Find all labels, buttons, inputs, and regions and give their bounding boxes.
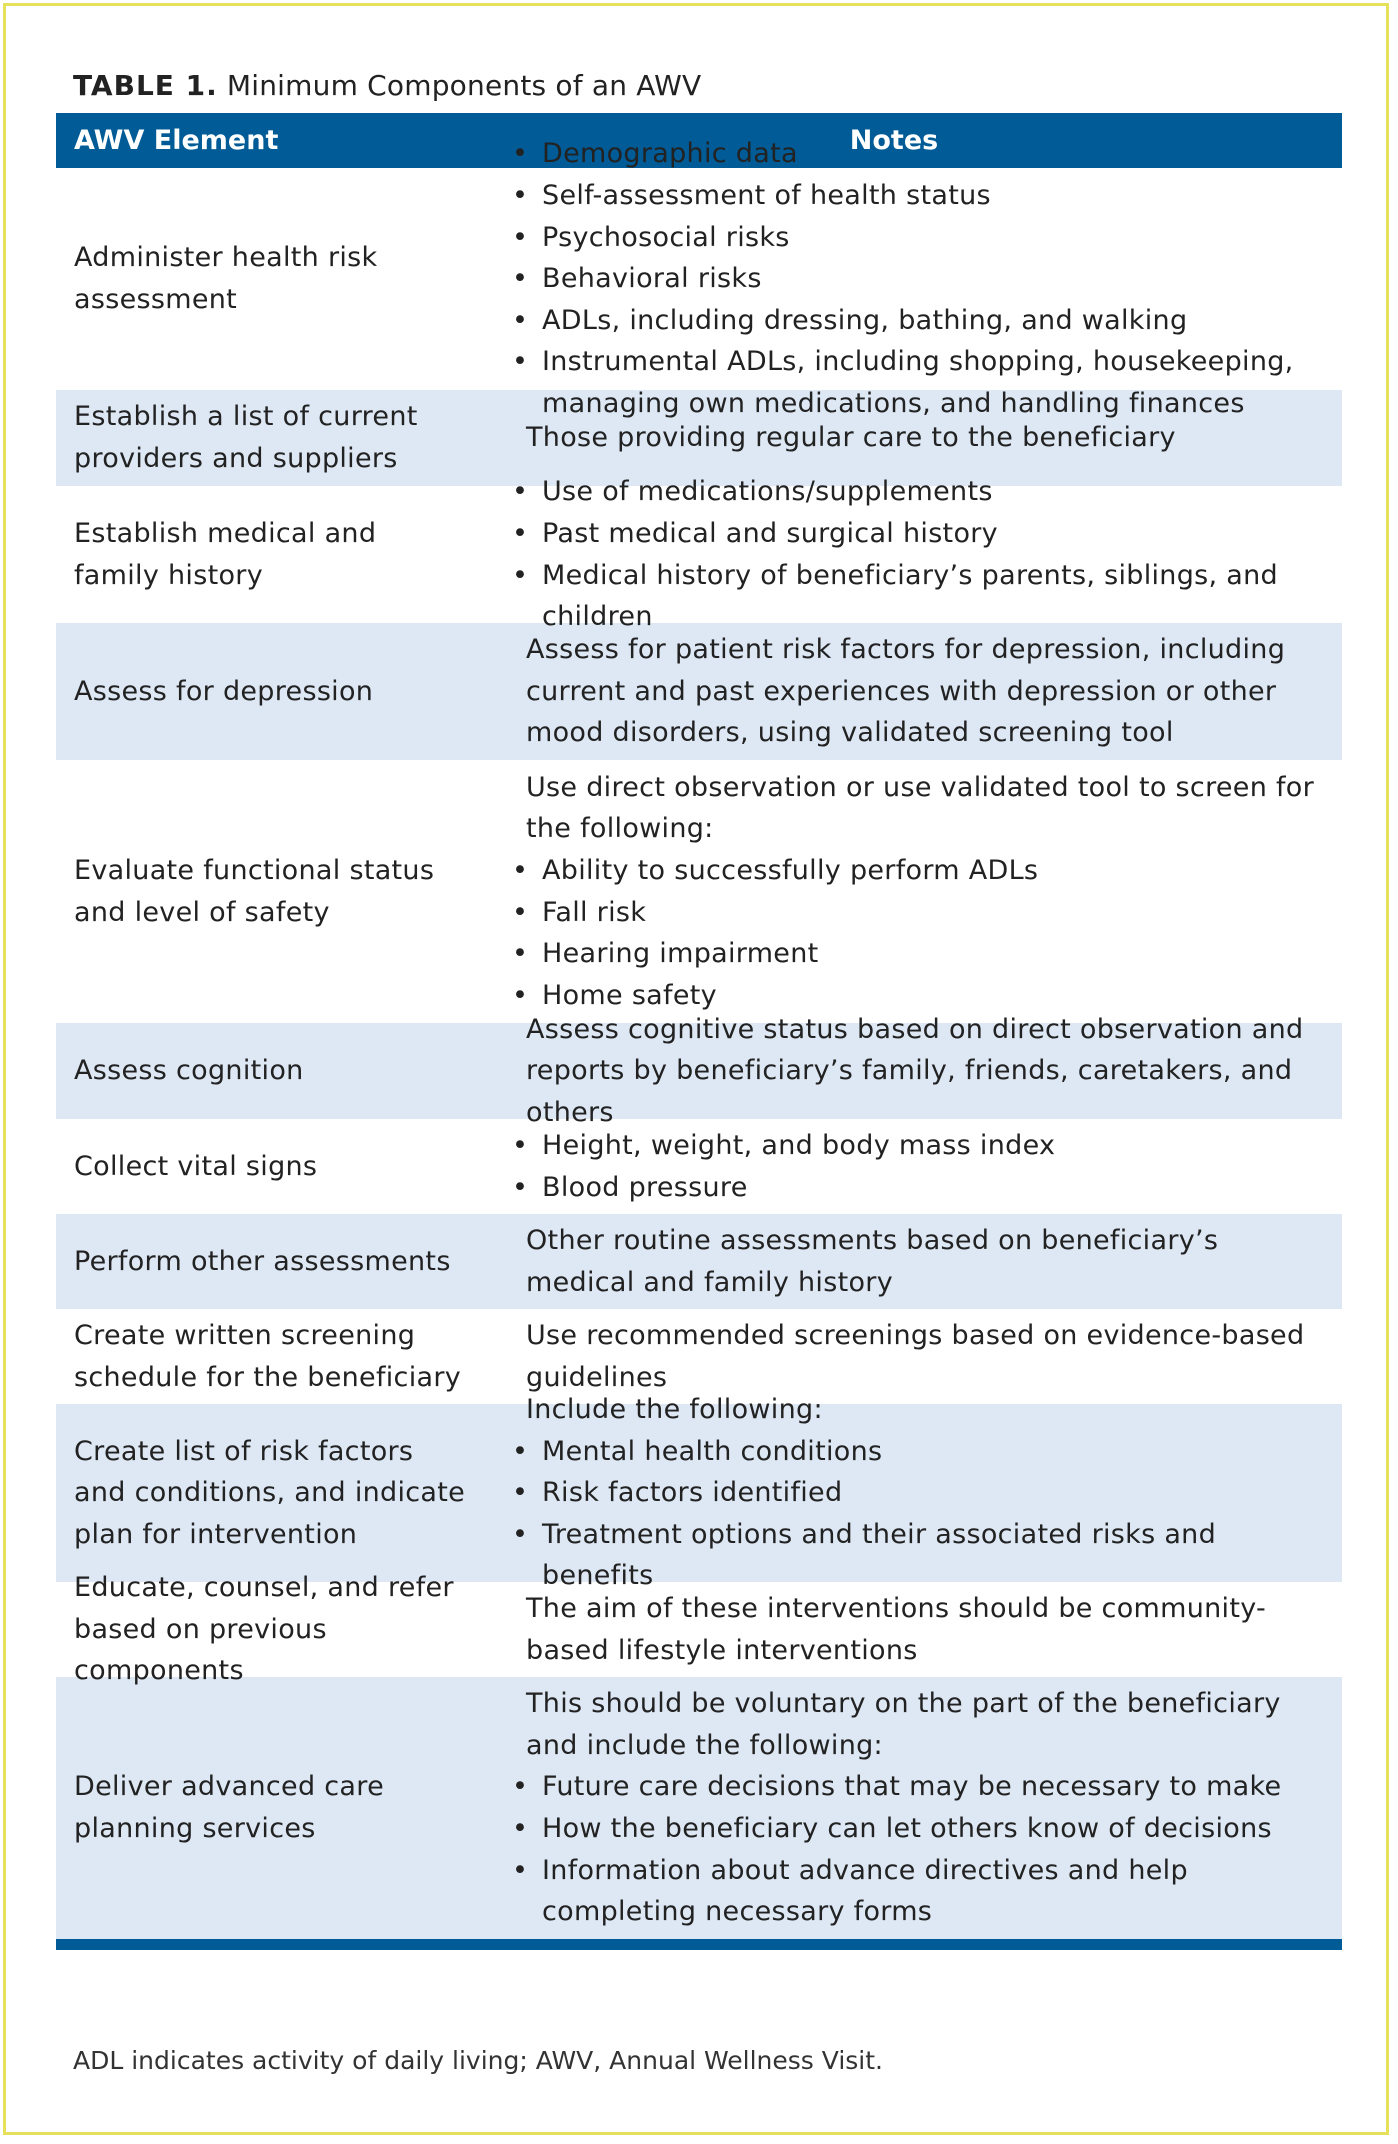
note-text: Assess for patient risk factors for depression, including current and past experiences with depression or other mood disorders, using validated screening tool bbox=[526, 634, 1286, 749]
bullet-item: • Risk factors identified bbox=[508, 1472, 1334, 1514]
table-row bbox=[56, 1677, 1342, 1939]
bullet-item: • Information about advance directives and help completing necessary forms bbox=[508, 1850, 1334, 1933]
notes-cell bbox=[56, 767, 1342, 1017]
bullet-item: • How the beneficiary can let others know of decisions bbox=[508, 1808, 1334, 1850]
table-row bbox=[56, 623, 1342, 760]
bullet-item: • Blood pressure bbox=[508, 1167, 1334, 1209]
notes-cell bbox=[56, 1315, 1342, 1398]
note-text: Other routine assessments based on beneficiary’s medical and family history bbox=[526, 1224, 1219, 1298]
bullet-item: • Past medical and surgical history bbox=[508, 513, 1334, 555]
header-awv-element: AWV Element bbox=[74, 125, 279, 156]
table-label: TABLE 1. bbox=[73, 69, 218, 102]
notes-cell bbox=[56, 1683, 1342, 1933]
table-row bbox=[56, 760, 1342, 1023]
note-text: Include the following: bbox=[526, 1394, 823, 1426]
notes-cell bbox=[56, 471, 1342, 637]
bullet-item: • Behavioral risks bbox=[508, 258, 1334, 300]
table-bottom-rule bbox=[56, 1939, 1342, 1950]
awv-element-cell: Create written screening schedule for the beneficiary bbox=[74, 1319, 462, 1393]
header-notes: Notes bbox=[849, 125, 939, 156]
note-text: Assess cognitive status based on direct observation and reports by beneficiary’s family, friends, caretakers, and others bbox=[526, 1013, 1304, 1128]
bullet-item: • Future care decisions that may be necessary to make bbox=[508, 1766, 1334, 1808]
bullet-item: • ADLs, including dressing, bathing, and walking bbox=[508, 300, 1334, 342]
awv-element-cell: Create list of risk factors and conditions, and indicate plan for intervention bbox=[74, 1435, 466, 1550]
notes-cell bbox=[56, 1009, 1342, 1134]
bullet-item: • Hearing impairment bbox=[508, 933, 1334, 975]
awv-element-cell: Evaluate functional status and level of safety bbox=[74, 854, 435, 928]
table-footnote: ADL indicates activity of daily living; AWV, Annual Wellness Visit. bbox=[73, 2046, 883, 2075]
awv-element-cell: Administer health risk assessment bbox=[74, 242, 378, 315]
awv-element-cell: Establish a list of current providers and suppliers bbox=[74, 401, 418, 474]
bullet-item: • Self-assessment of health status bbox=[508, 175, 1334, 217]
note-text: Those providing regular care to the beneficiary bbox=[526, 422, 1176, 454]
bullet-item: • Demographic data bbox=[508, 133, 1334, 175]
table-row bbox=[56, 1119, 1342, 1214]
table-row bbox=[56, 476, 1342, 633]
bullet-item: • Height, weight, and body mass index bbox=[508, 1125, 1334, 1167]
notes-cell bbox=[56, 1125, 1342, 1208]
bullet-item: • Medical history of beneficiary’s parents, siblings, and children bbox=[508, 555, 1334, 638]
notes-cell bbox=[56, 1220, 1342, 1303]
bullet-item: • Fall risk bbox=[508, 892, 1334, 934]
table-row bbox=[56, 1013, 1342, 1128]
note-text: Use direct observation or use validated tool to screen for the following: bbox=[526, 771, 1315, 845]
table-title: Minimum Components of an AWV bbox=[226, 69, 702, 102]
awv-element-cell: Assess cognition bbox=[74, 1055, 304, 1087]
bullet-item: • Instrumental ADLs, including shopping, housekeeping, managing own medications, and handling finances bbox=[508, 341, 1334, 424]
note-text: This should be voluntary on the part of the beneficiary and include the following: bbox=[526, 1688, 1281, 1761]
awv-element-cell: Collect vital signs bbox=[74, 1150, 318, 1182]
notes-cell bbox=[56, 133, 1342, 424]
awv-element-cell: Educate, counsel, and refer based on previous components bbox=[74, 1572, 454, 1687]
awv-element-cell: Deliver advanced care planning services bbox=[74, 1771, 384, 1844]
notes-cell bbox=[56, 1588, 1342, 1671]
bullet-item: • Ability to successfully perform ADLs bbox=[508, 850, 1334, 892]
note-text: Use recommended screenings based on evidence-based guidelines bbox=[526, 1319, 1305, 1393]
bullet-item: • Psychosocial risks bbox=[508, 217, 1334, 259]
bullet-item: • Mental health conditions bbox=[508, 1431, 1334, 1473]
bullet-item: • Use of medications/supplements bbox=[508, 471, 1334, 513]
note-text: The aim of these interventions should be community-based lifestyle interventions bbox=[526, 1592, 1267, 1666]
bullet-item: • Home safety bbox=[508, 975, 1334, 1017]
table-row bbox=[56, 1394, 1342, 1592]
notes-cell bbox=[56, 629, 1342, 754]
awv-table bbox=[56, 113, 1342, 1950]
bullet-item: • Treatment options and their associated risks and benefits bbox=[508, 1514, 1334, 1597]
table-caption bbox=[73, 68, 701, 104]
awv-element-cell: Perform other assessments bbox=[74, 1245, 451, 1277]
awv-element-cell: Establish medical and family history bbox=[74, 517, 377, 591]
awv-element-cell: Assess for depression bbox=[74, 675, 374, 707]
notes-cell bbox=[56, 1389, 1342, 1597]
table-row bbox=[56, 1214, 1342, 1309]
